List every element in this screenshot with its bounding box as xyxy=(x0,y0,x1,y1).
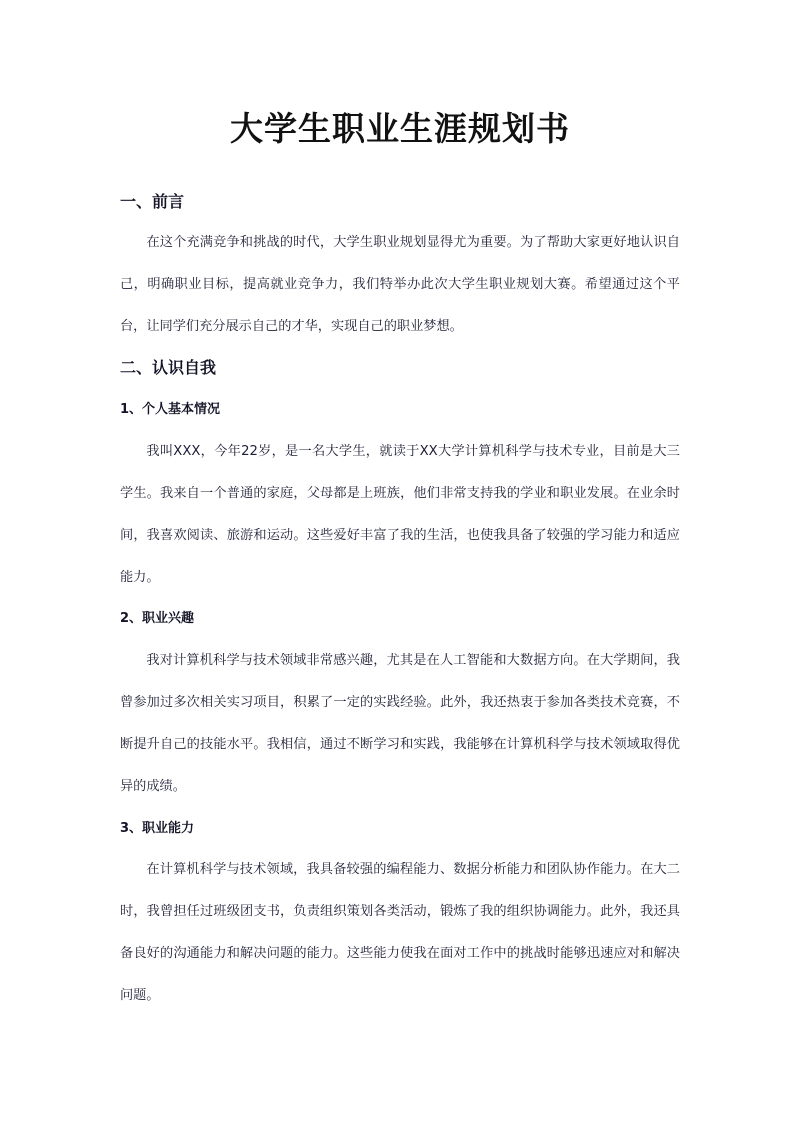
section-heading-preface: 一、前言 xyxy=(120,192,185,211)
basic-info-paragraph: 我叫XXX，今年22岁，是一名大学生，就读于XX大学计算机科学与技术专业，目前是大三学生。我来自一个普通的家庭，父母都是上班族，他们非常支持我的学业和职业发展。在业余时间，我喜欢阅读、旅游和运动。这些爱好丰富了我的生活，也使我具备了较强的学习能力和适应能力。 xyxy=(120,444,680,585)
subsection-heading-basic-info: 1、个人基本情况 xyxy=(120,402,221,417)
section-heading-self-knowledge: 二、认识自我 xyxy=(120,358,217,377)
document-title: 大学生职业生涯规划书 xyxy=(230,109,570,148)
subsection-heading-career-interest: 2、职业兴趣 xyxy=(120,611,195,626)
preface-paragraph: 在这个充满竞争和挑战的时代，大学生职业规划显得尤为重要。为了帮助大家更好地认识自己，明确职业目标，提高就业竞争力，我们特举办此次大学生职业规划大赛。希望通过这个平台，让同学们充分展示自己的才华，实现自己的职业梦想。 xyxy=(120,235,680,334)
career-ability-paragraph: 在计算机科学与技术领域，我具备较强的编程能力、数据分析能力和团队协作能力。在大二时，我曾担任过班级团支书，负责组织策划各类活动，锻炼了我的组织协调能力。此外，我还具备良好的沟通能力和解决问题的能力。这些能力使我在面对工作中的挑战时能够迅速应对和解决问题。 xyxy=(120,862,680,1003)
subsection-heading-career-ability: 3、职业能力 xyxy=(120,821,195,836)
career-interest-paragraph: 我对计算机科学与技术领域非常感兴趣，尤其是在人工智能和大数据方向。在大学期间，我曾参加过多次相关实习项目，积累了一定的实践经验。此外，我还热衷于参加各类技术竞赛，不断提升自己的技能水平。我相信，通过不断学习和实践，我能够在计算机科学与技术领域取得优异的成绩。 xyxy=(120,653,680,794)
